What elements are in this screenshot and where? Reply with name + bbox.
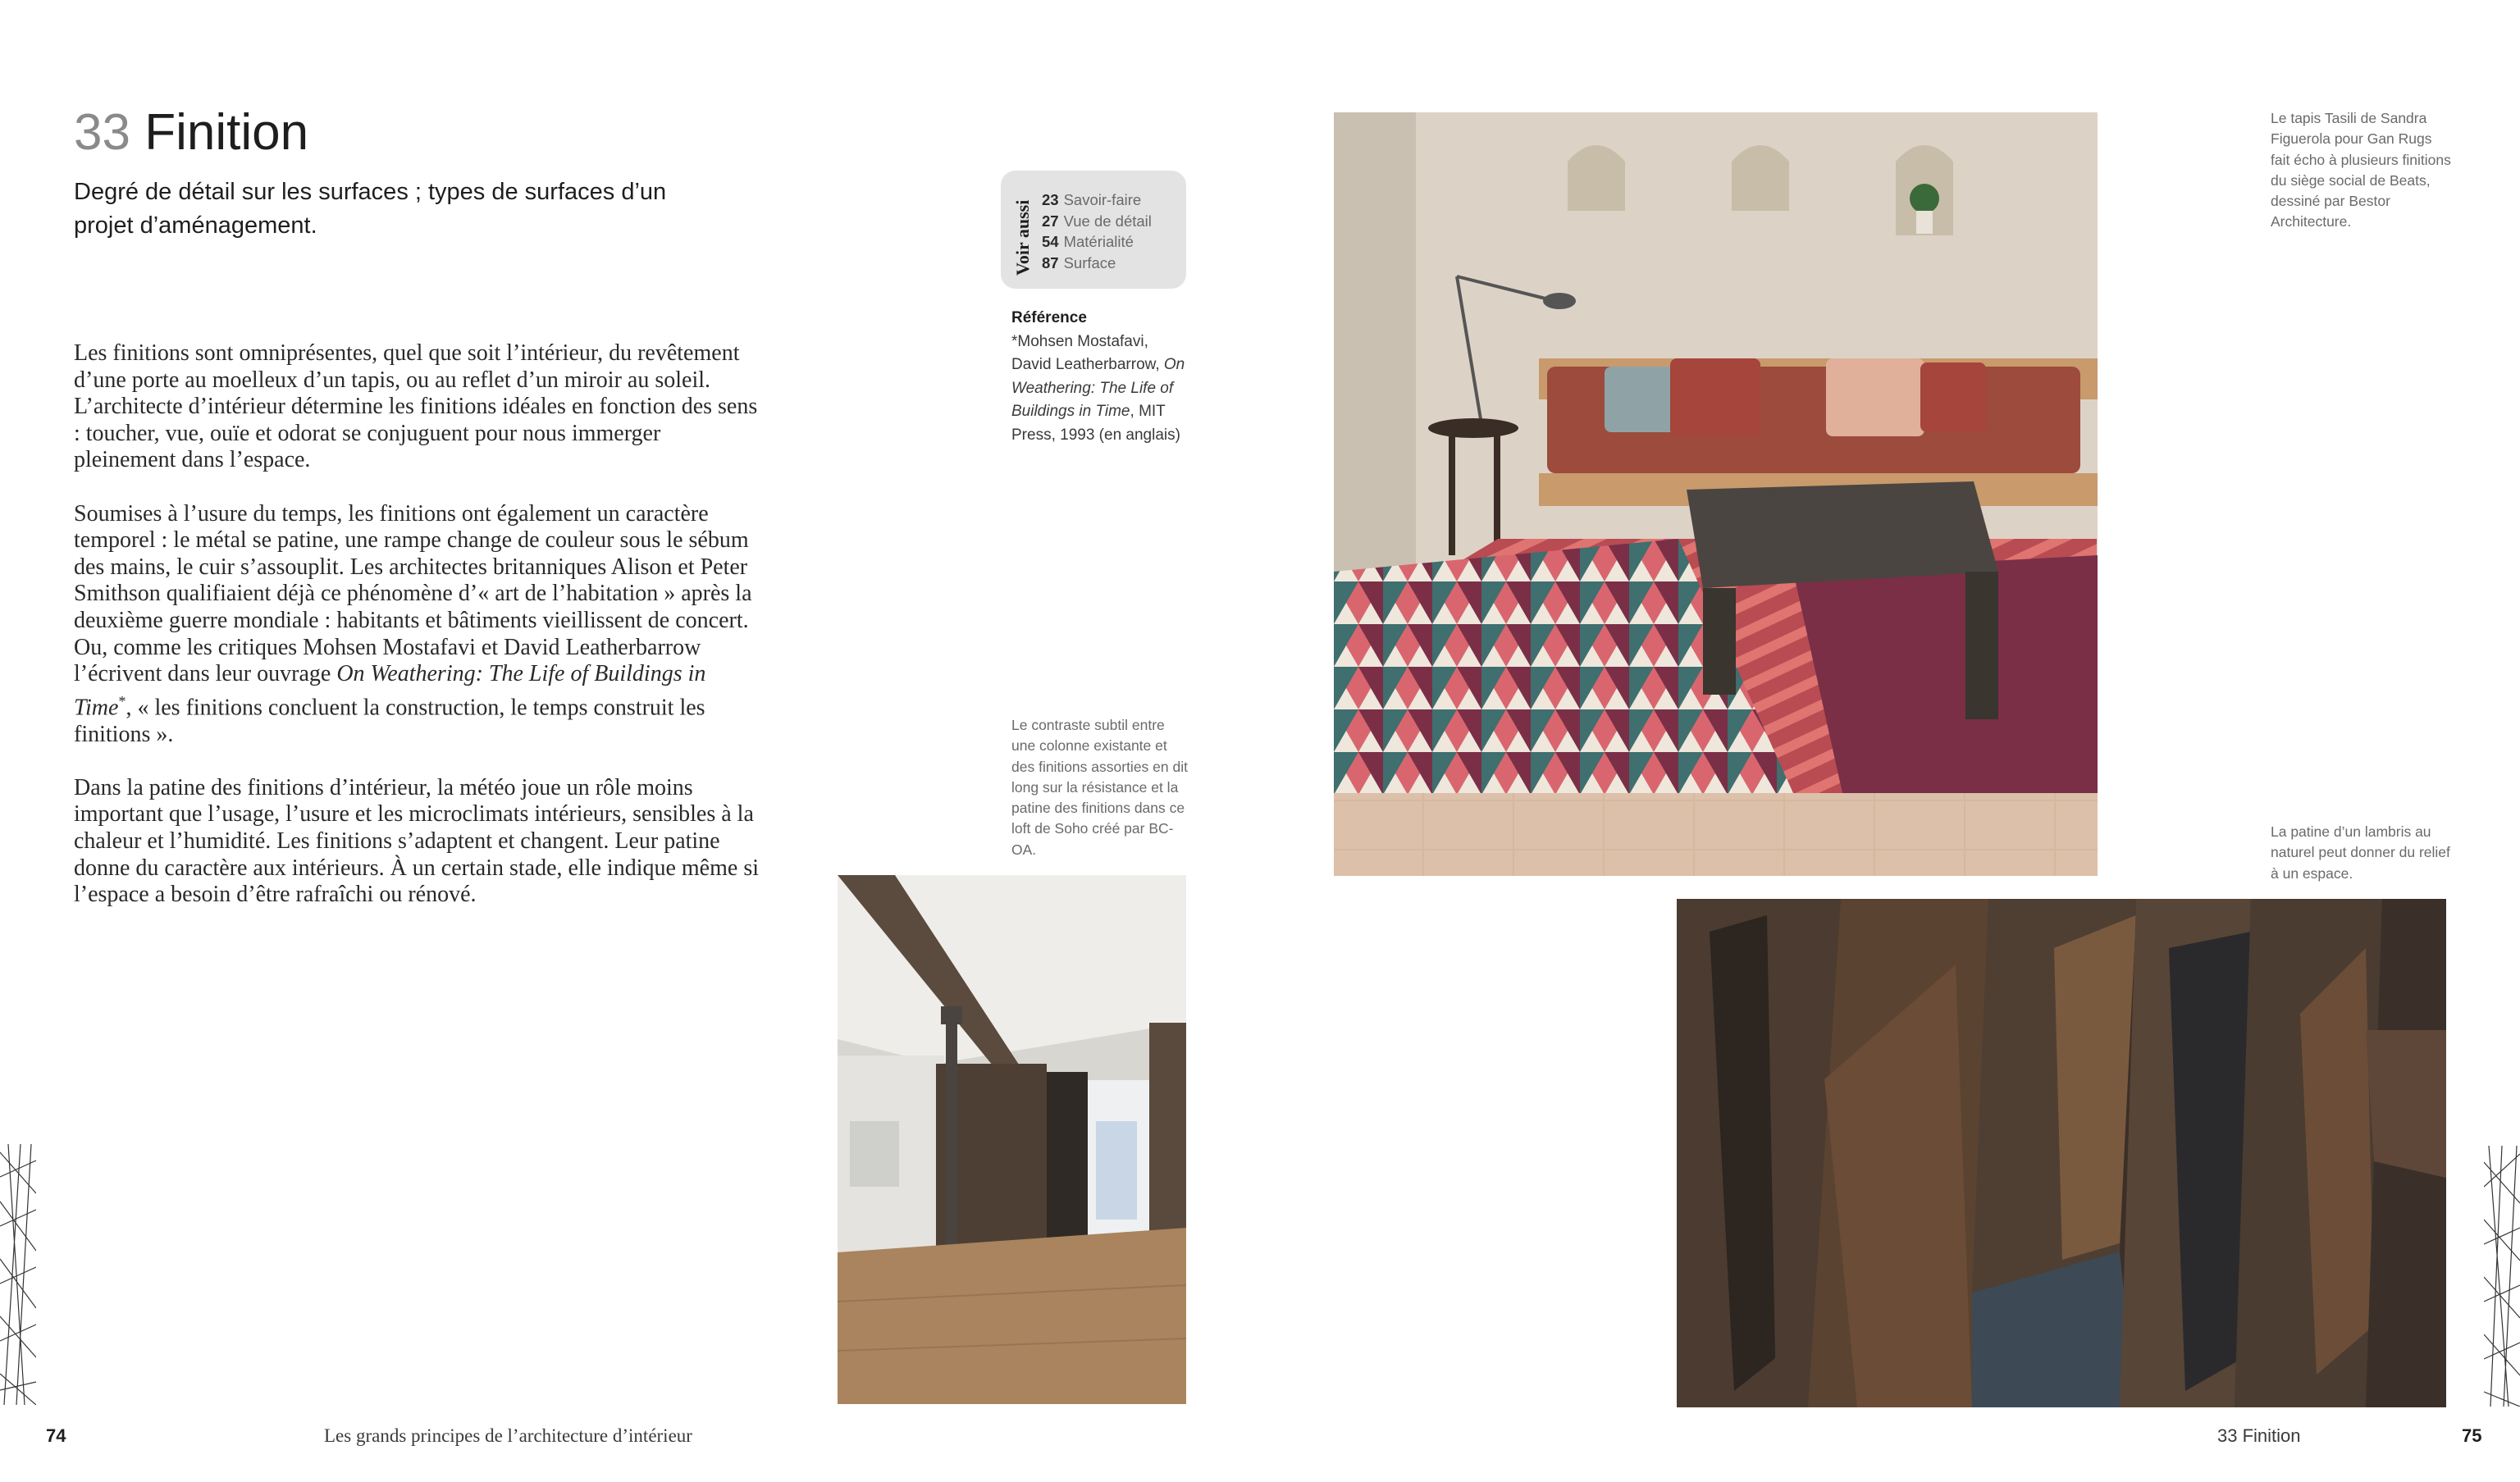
wood-panel-illustration (1677, 899, 2446, 1407)
see-also-item-label: Surface (1063, 253, 1116, 271)
paragraph-2 (74, 501, 763, 749)
living-room-illustration (1334, 112, 2098, 876)
decorative-sketch-right (2484, 1146, 2520, 1407)
chapter-title: Finition (144, 104, 309, 161)
reference-publisher: , MIT Press, 1993 (en anglais) (1011, 403, 1180, 444)
sketch-lines-icon (2484, 1146, 2520, 1407)
running-header-right: 33 Finition (2217, 1425, 2301, 1446)
reference-text (1011, 331, 1192, 448)
running-header-left: Les grands principes de l’architecture d’intérieur (324, 1425, 692, 1446)
see-also-label (1011, 184, 1034, 276)
see-also-number: 27 (1042, 212, 1059, 230)
caption-rug: Le tapis Tasili de Sandra Figuerola pour Gan Rugs fait écho à plusieurs finitions du siège social de Beats, dessiné par Bestor Architecture. (2271, 110, 2451, 230)
page-title (74, 100, 308, 166)
photo-wood-paneling (1677, 899, 2446, 1407)
reference-block (1011, 307, 1192, 447)
caption-wood: La patine d’un lambris au naturel peut donner du relief à un espace. (2271, 823, 2450, 882)
caption-loft: Le contraste subtil entre une colonne existante et des finitions assorties en dit long sur la résistance et la patine des finitions dans ce loft de Soho créé par BC-OA. (1011, 717, 1188, 858)
see-also-number: 54 (1042, 233, 1059, 250)
paragraph-2-text-b: , « les finitions concluent la construction, le temps construit les finitions ». (74, 695, 705, 747)
page-number-right: 75 (2462, 1425, 2482, 1446)
see-also-item[interactable] (1042, 231, 1181, 253)
loft-illustration (838, 875, 1186, 1404)
paragraph-1: Les finitions sont omniprésentes, quel que soit l’intérieur, du revêtement d’une porte au moelleux d’un tapis, ou au reflet d’un miroir au soleil. L’architecte d’intérieur détermine les finitions idéales en fonction des sens : toucher, vue, ouïe et odorat se conjuguent pour nous immerger pleinement dans l’espace. (74, 340, 758, 473)
footnote-mark: * (118, 692, 126, 709)
see-also-number: 87 (1042, 253, 1059, 271)
see-also-list (1042, 189, 1181, 273)
see-also-item[interactable] (1042, 211, 1181, 232)
chapter-number: 33 (74, 104, 130, 161)
reference-authors: *Mohsen Mostafavi, David Leatherbarrow, (1011, 332, 1160, 373)
see-also-item-label: Vue de détail (1063, 212, 1152, 230)
paragraph-2-text-a: Soumises à l’usure du temps, les finitions ont également un caractère temporel : le métal se patine, une rampe change de couleur sous le sébum des mains, le cuir s’assouplit. Les architectes britanniques Alison et Peter Smithson qualifiaient déjà ce phénomène d’« art de l’habitation » après la deuxième guerre mondiale : habitants et bâtiments vieillissent de concert. Ou, comme les critiques Mohsen Mostafavi et David Leatherbarrow l’écrivent dans leur ouvrage (74, 500, 752, 687)
see-also-item-label: Savoir-faire (1063, 191, 1142, 208)
page-number-left: 74 (46, 1425, 66, 1446)
see-also-item[interactable] (1042, 189, 1181, 211)
see-also-item[interactable] (1042, 253, 1181, 274)
see-also-number: 23 (1042, 191, 1059, 208)
paragraph-3: Dans la patine des finitions d’intérieur, la météo joue un rôle moins important que l’usage, l’usure et les microclimats intérieurs, sensibles à la chaleur et l’humidité. Les finitions s’adaptent et changent. Leur patine donne du caractère aux intérieurs. À un certain stade, elle indique même si l’espace a besoin d’être rafraîchi ou rénové. (74, 774, 759, 908)
see-also-item-label: Matérialité (1063, 233, 1134, 250)
see-also-label-text: Voir aussi (1012, 199, 1033, 276)
decorative-sketch-left (0, 1144, 36, 1405)
reference-book: On Weathering: The Life of Buildings in Time (1011, 356, 1185, 420)
book-title: On Weathering: The Life of Buildings in Time (74, 661, 706, 721)
reference-heading: Référence (1011, 309, 1087, 326)
body-text (74, 340, 763, 935)
chapter-subtitle: Degré de détail sur les surfaces ; types de surfaces d’un projet d’aménagement. (74, 179, 667, 239)
photo-soho-loft (838, 875, 1186, 1404)
sketch-lines-icon (0, 1144, 36, 1405)
photo-living-room-rug (1334, 112, 2098, 876)
